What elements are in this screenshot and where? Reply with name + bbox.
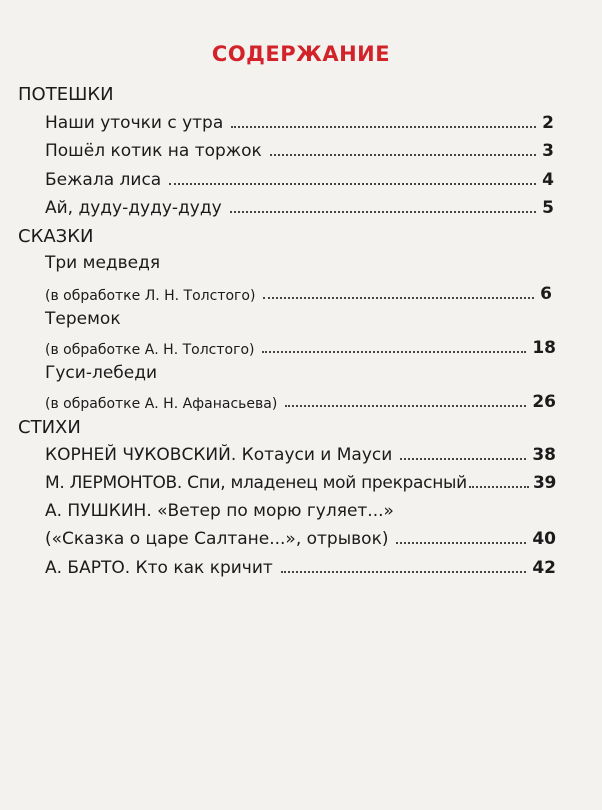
section-skazki: СКАЗКИ bbox=[18, 226, 94, 247]
entry-subtitle: (в обработке А. Н. Афанасьева) bbox=[45, 396, 278, 412]
leader-dots bbox=[281, 570, 527, 573]
section-poteshki: ПОТЕШКИ bbox=[18, 84, 114, 105]
entry-title: Наши уточки с утра bbox=[45, 113, 224, 133]
entry-page: 5 bbox=[542, 198, 554, 218]
leader-dots bbox=[262, 350, 526, 353]
page-title: СОДЕРЖАНИЕ bbox=[211, 42, 391, 66]
toc-entry[interactable] bbox=[45, 170, 554, 190]
toc-entry[interactable] bbox=[45, 445, 556, 465]
leader-dots bbox=[285, 404, 526, 407]
entry-title[interactable]: А. ПУШКИН. «Ветер по морю гуляет...» bbox=[45, 501, 394, 521]
entry-title[interactable]: Гуси-лебеди bbox=[45, 363, 158, 383]
entry-subtitle: (в обработке Л. Н. Толстого) bbox=[45, 288, 256, 304]
entry-title: Пошёл котик на торжок bbox=[45, 141, 262, 161]
entry-page: 6 bbox=[540, 284, 552, 304]
entry-title: Бежала лиса bbox=[45, 170, 162, 190]
leader-dots bbox=[169, 182, 536, 185]
entry-page: 3 bbox=[542, 141, 554, 161]
toc-entry[interactable] bbox=[45, 198, 554, 218]
entry-page: 40 bbox=[532, 529, 556, 549]
entry-page: 2 bbox=[542, 113, 554, 133]
leader-dots bbox=[469, 485, 529, 488]
toc-entry[interactable] bbox=[45, 141, 554, 161]
toc-entry[interactable] bbox=[45, 473, 556, 493]
section-stikhi: СТИХИ bbox=[18, 417, 81, 438]
entry-page: 18 bbox=[532, 338, 556, 358]
toc-entry[interactable] bbox=[45, 113, 554, 133]
leader-dots bbox=[400, 457, 526, 460]
leader-dots bbox=[263, 296, 534, 299]
entry-title: Ай, дуду-дуду-дуду bbox=[45, 198, 222, 218]
toc-entry[interactable] bbox=[45, 558, 556, 578]
entry-page: 42 bbox=[532, 558, 556, 578]
toc-entry[interactable] bbox=[45, 392, 556, 412]
entry-page: 38 bbox=[532, 445, 556, 465]
entry-page: 4 bbox=[542, 170, 554, 190]
entry-title[interactable]: Теремок bbox=[45, 309, 121, 329]
toc-entry[interactable] bbox=[45, 338, 556, 358]
entry-subtitle: («Сказка о царе Салтане...», отрывок) bbox=[45, 529, 389, 549]
entry-title: А. БАРТО. Кто как кричит bbox=[45, 558, 273, 578]
leader-dots bbox=[231, 125, 536, 128]
entry-subtitle: (в обработке А. Н. Толстого) bbox=[45, 342, 255, 358]
leader-dots bbox=[396, 541, 526, 544]
toc-entry[interactable] bbox=[45, 529, 556, 549]
entry-title: М. ЛЕРМОНТОВ. Спи, младенец мой прекрасный bbox=[45, 473, 467, 493]
entry-title: КОРНЕЙ ЧУКОВСКИЙ. Котауси и Мауси bbox=[45, 445, 393, 465]
entry-title[interactable]: Три медведя bbox=[45, 253, 161, 273]
entry-page: 26 bbox=[532, 392, 556, 412]
toc-entry[interactable] bbox=[45, 284, 552, 304]
leader-dots bbox=[270, 153, 536, 156]
leader-dots bbox=[230, 210, 537, 213]
entry-page: 39 bbox=[532, 473, 556, 493]
